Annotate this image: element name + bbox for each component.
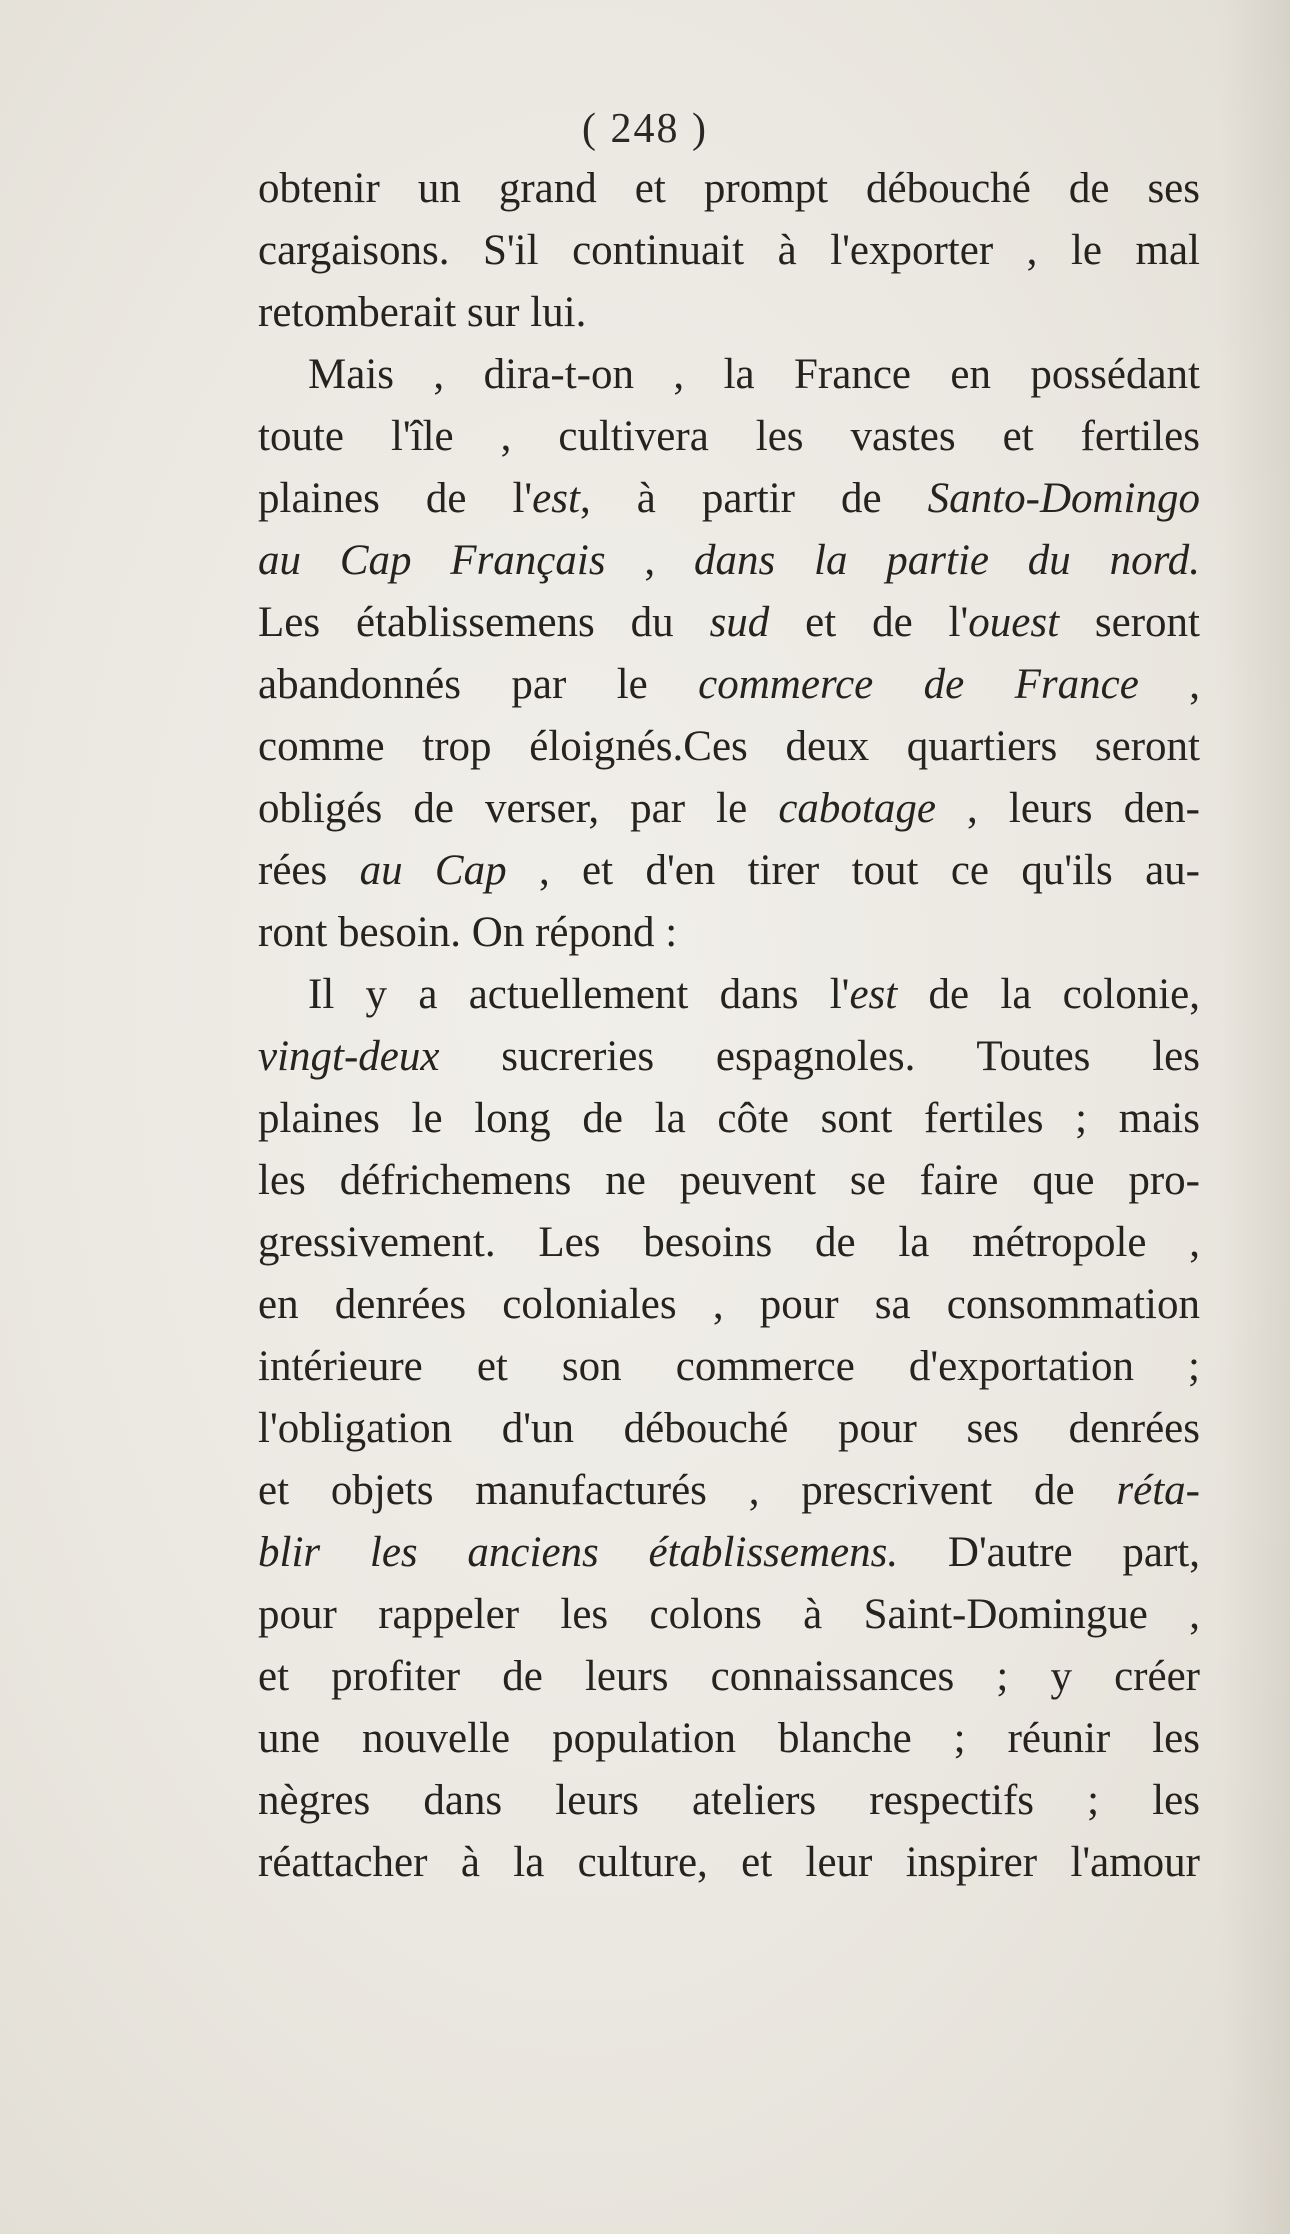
text-segment: , leurs den-	[935, 785, 1200, 832]
italic-segment: est	[849, 971, 898, 1018]
text-line	[258, 778, 1200, 840]
italic-segment: au Cap	[359, 847, 507, 894]
text-segment: les défrichemens ne peuvent se faire que pro-	[258, 1157, 1200, 1204]
italic-segment: cabotage	[778, 785, 936, 832]
page-number: ( 248 )	[582, 106, 708, 152]
text-segment: toute l'île , cultivera les vastes et fertiles	[258, 413, 1200, 460]
text-segment: une nouvelle population blanche ; réunir les	[258, 1715, 1200, 1762]
text-segment: Les établissemens du	[258, 599, 710, 646]
text-line	[258, 1398, 1200, 1460]
italic-segment: est	[532, 475, 580, 522]
text-segment: Mais , dira-t-on , la France en possédant	[308, 351, 1200, 398]
text-segment: de la colonie,	[897, 971, 1200, 1018]
text-line	[258, 220, 1200, 282]
text-segment: retomberait sur lui.	[258, 289, 587, 336]
text-line	[258, 1460, 1200, 1522]
text-line	[258, 1708, 1200, 1770]
text-segment: et objets manufacturés , prescrivent de	[258, 1467, 1117, 1514]
text-segment: cargaisons. S'il continuait à l'exporter , le mal	[258, 227, 1200, 274]
text-line	[258, 344, 1200, 406]
text-segment: ,	[605, 537, 694, 584]
text-segment: réattacher à la culture, et leur inspirer l'amour	[258, 1839, 1200, 1886]
italic-segment: dans la partie du nord.	[693, 537, 1200, 584]
italic-segment: vingt-deux	[258, 1033, 440, 1080]
text-line	[258, 1088, 1200, 1150]
italic-segment: blir les anciens établissemens.	[258, 1529, 899, 1576]
text-line	[258, 406, 1200, 468]
text-line	[258, 1026, 1200, 1088]
text-segment: plaines de l'	[258, 475, 533, 522]
italic-segment: Santo-Domingo	[927, 475, 1200, 522]
text-segment: seront	[1059, 599, 1200, 646]
text-segment: Il y a actuellement dans l'	[308, 971, 850, 1018]
italic-segment: ouest	[968, 599, 1060, 646]
italic-segment: commerce de France	[698, 661, 1139, 708]
text-segment: intérieure et son commerce d'exportation ;	[258, 1343, 1200, 1390]
text-line	[258, 1832, 1200, 1894]
text-line	[258, 1336, 1200, 1398]
italic-segment: réta-	[1116, 1467, 1200, 1514]
text-line	[258, 964, 1200, 1026]
text-segment: , à partir de	[579, 475, 928, 522]
text-segment: l'obligation d'un débouché pour ses denrées	[258, 1405, 1200, 1452]
italic-segment: au Cap Français	[258, 537, 606, 584]
text-segment: obtenir un grand et prompt débouché de ses	[258, 165, 1200, 212]
text-segment: et de l'	[769, 599, 969, 646]
text-line	[258, 902, 1200, 964]
text-segment: , et d'en tirer tout ce qu'ils au-	[506, 847, 1200, 894]
text-line	[258, 840, 1200, 902]
text-line	[258, 1770, 1200, 1832]
text-segment: nègres dans leurs ateliers respectifs ; les	[258, 1777, 1200, 1824]
text-line	[258, 530, 1200, 592]
text-line	[258, 654, 1200, 716]
text-line	[258, 282, 1200, 344]
text-segment: obligés de verser, par le	[258, 785, 779, 832]
text-segment: abandonnés par le	[258, 661, 699, 708]
text-segment: ,	[1138, 661, 1200, 708]
text-segment: ront besoin. On répond :	[258, 909, 678, 956]
page-edge-shadow	[1220, 0, 1290, 2234]
text-line	[258, 1150, 1200, 1212]
text-line	[258, 1212, 1200, 1274]
text-segment: rées	[258, 847, 360, 894]
body-text	[258, 158, 1200, 1894]
text-line	[258, 158, 1200, 220]
text-segment: pour rappeler les colons à Saint-Domingue ,	[258, 1591, 1200, 1638]
text-line	[258, 468, 1200, 530]
text-segment: gressivement. Les besoins de la métropole ,	[258, 1219, 1200, 1266]
text-segment: D'autre part,	[898, 1529, 1200, 1576]
text-segment: comme trop éloignés.Ces deux quartiers seront	[258, 723, 1200, 770]
text-segment: et profiter de leurs connaissances ; y créer	[258, 1653, 1200, 1700]
text-line	[258, 1584, 1200, 1646]
italic-segment: sud	[709, 599, 770, 646]
text-line	[258, 1522, 1200, 1584]
text-line	[258, 716, 1200, 778]
text-line	[258, 1274, 1200, 1336]
text-line	[258, 1646, 1200, 1708]
text-segment: plaines le long de la côte sont fertiles ; mais	[258, 1095, 1200, 1142]
text-segment: en denrées coloniales , pour sa consommation	[258, 1281, 1200, 1328]
text-segment: sucreries espagnoles. Toutes les	[439, 1033, 1200, 1080]
text-line	[258, 592, 1200, 654]
